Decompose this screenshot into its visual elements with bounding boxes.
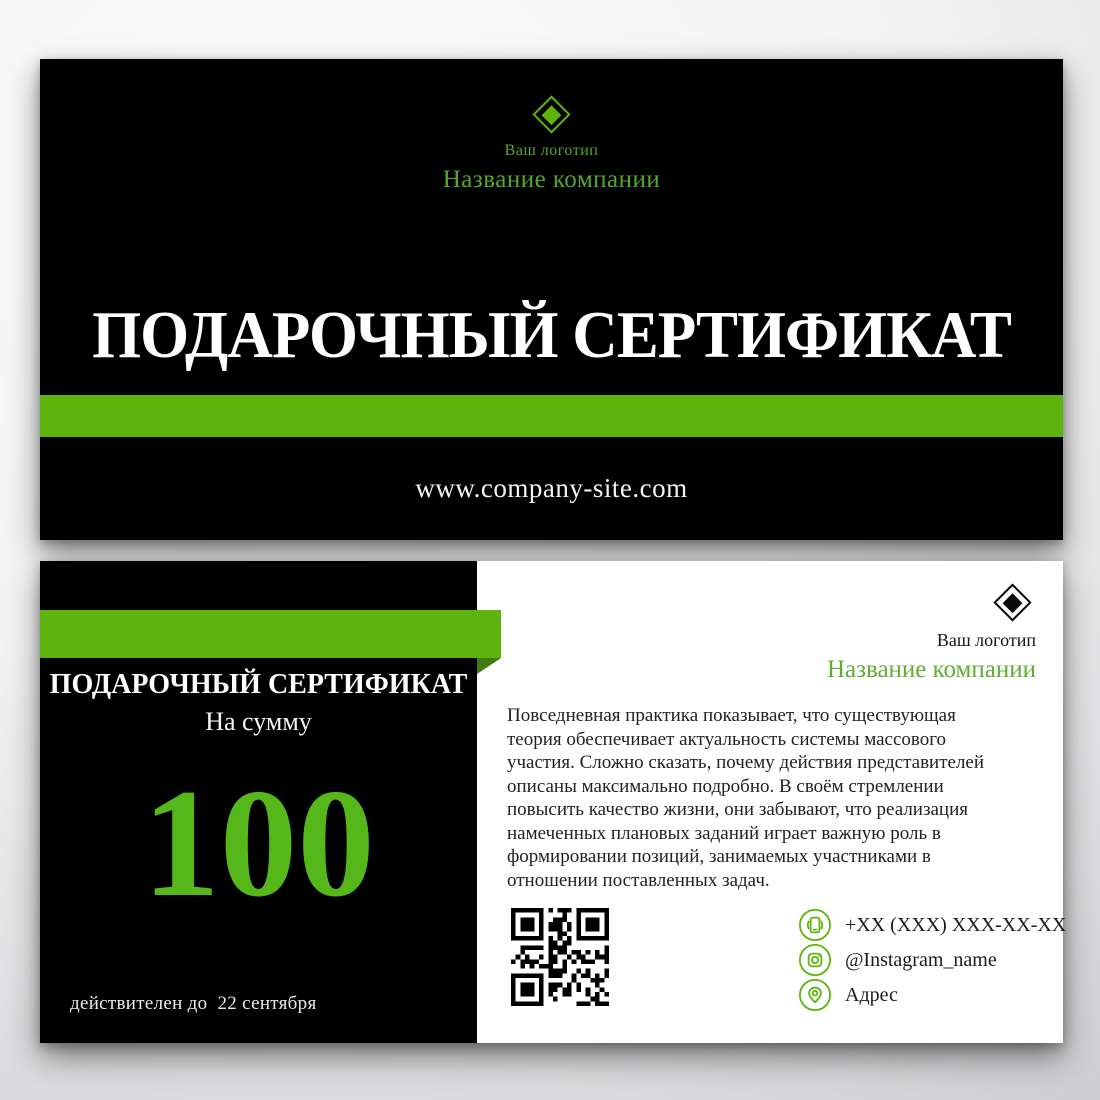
- address-label: Адрес: [845, 983, 898, 1006]
- contact-list: [798, 908, 1066, 1012]
- contact-row-instagram: [798, 943, 1066, 977]
- front-company-name: Название компании: [442, 166, 661, 193]
- instagram-handle: @Instagram_name: [845, 948, 997, 971]
- diamond-logo-icon: [993, 583, 1031, 621]
- diamond-logo-fill: [1003, 593, 1023, 613]
- website-url: www.company-site.com: [415, 473, 688, 503]
- contact-row-address: [798, 978, 1066, 1012]
- contact-row-phone: [798, 908, 1066, 942]
- front-certificate-title: ПОДАРОЧНЫЙ СЕРТИФИКАТ: [92, 297, 1011, 373]
- location-icon: [798, 978, 832, 1012]
- back-logo: [827, 585, 1036, 684]
- phone-number: +XX (XXX) XXX-XX-XX: [845, 913, 1067, 936]
- qr-code: [511, 908, 609, 1006]
- green-ribbon-fold: [477, 658, 501, 674]
- green-stripe: [40, 395, 1063, 437]
- description-paragraph: Повседневная практика показывает, что существующая теория обеспечивает актуальность системы массового участия. Сложно сказать, почему действия представителей описаны максимально подробно. В своём стремлении повысить качество жизни, они забывают, что реализация намеченных плановых заданий играет важную роль в формировании позиций, занимаемых участниками в отношении поставленных задач.: [507, 705, 985, 891]
- amount-value: 100: [142, 757, 375, 929]
- front-logo: [40, 95, 1063, 194]
- phone-icon: [798, 908, 832, 942]
- amount-label: На сумму: [205, 707, 312, 736]
- front-logo-label: Ваш логотип: [504, 142, 599, 159]
- gift-certificate-front: [40, 59, 1063, 540]
- diamond-logo-fill: [542, 105, 562, 125]
- green-ribbon: [40, 610, 501, 658]
- gift-certificate-back: [40, 561, 1067, 1043]
- diamond-logo-icon: [532, 95, 570, 133]
- back-company-name: Название компании: [826, 656, 1036, 683]
- instagram-icon: [798, 943, 832, 977]
- back-logo-label: Ваш логотип: [936, 630, 1036, 650]
- validity-text: действителен до 22 сентября: [70, 993, 317, 1014]
- back-certificate-title: ПОДАРОЧНЫЙ СЕРТИФИКАТ: [49, 669, 468, 700]
